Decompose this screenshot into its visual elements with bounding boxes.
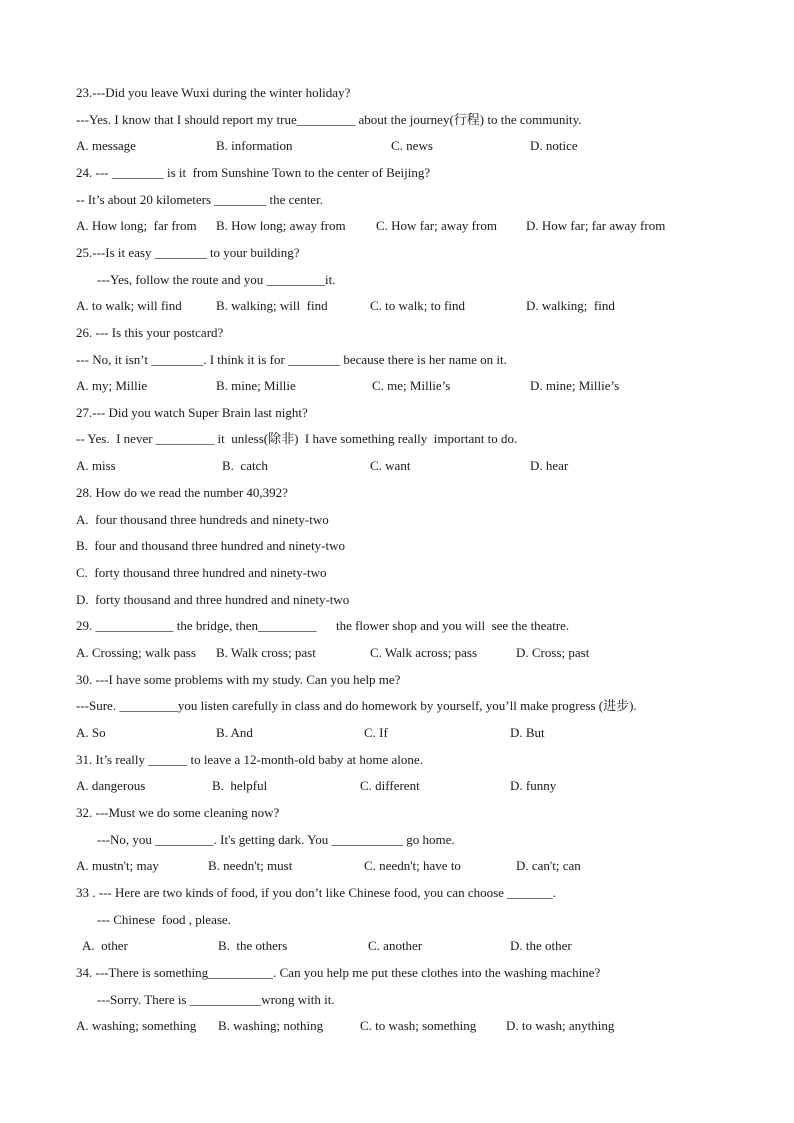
q30-line2: ---Sure. _________you listen carefully in class and do homework by yourself, you’ll make progress (进步). [76, 698, 637, 713]
q31-option-c: C. different [360, 778, 420, 793]
q26-line2: --- No, it isn’t ________. I think it is for ________ because there is her name on it. [76, 352, 507, 367]
q32-option-d: D. can't; can [516, 858, 581, 873]
q25-option-a: A. to walk; will find [76, 298, 182, 313]
q31-option-b: B. helpful [212, 778, 268, 793]
q30-option-d: D. But [510, 725, 545, 740]
q27-option-a: A. miss [76, 458, 116, 473]
q23-option-b: B. information [216, 138, 293, 153]
q27-option-d: D. hear [530, 458, 569, 473]
q31-option-a: A. dangerous [76, 778, 146, 793]
q27-option-c: C. want [370, 458, 411, 473]
q29-option-b: B. Walk cross; past [216, 645, 316, 660]
q28-option-c: C. forty thousand three hundred and ninety-two [76, 565, 327, 580]
q28-option-a: A. four thousand three hundreds and ninety-two [76, 512, 329, 527]
q24-line2: -- It’s about 20 kilometers ________ the center. [76, 192, 323, 207]
q24-option-d: D. How far; far away from [526, 218, 666, 233]
q23-option-c: C. news [391, 138, 433, 153]
q31-option-d: D. funny [510, 778, 557, 793]
q32-line2: ---No, you _________. It's getting dark. You ___________ go home. [97, 832, 455, 847]
q24-option-a: A. How long; far from [76, 218, 197, 233]
q27-line2: -- Yes. I never _________ it unless(除非) I have something really important to do. [76, 431, 518, 446]
q34-option-b: B. washing; nothing [218, 1018, 324, 1033]
q28-option-b: B. four and thousand three hundred and ninety-two [76, 538, 345, 553]
q23-option-d: D. notice [530, 138, 578, 153]
q33-option-b: B. the others [218, 938, 288, 953]
q26-option-c: C. me; Millie’s [372, 378, 451, 393]
q30-option-c: C. If [364, 725, 388, 740]
q26-option-b: B. mine; Millie [216, 378, 296, 393]
q25-option-c: C. to walk; to find [370, 298, 465, 313]
q32-option-a: A. mustn't; may [76, 858, 159, 873]
q27-stem: 27.--- Did you watch Super Brain last night? [76, 405, 308, 420]
q34-line2: ---Sorry. There is ___________wrong with it. [97, 992, 335, 1007]
q30-option-b: B. And [216, 725, 253, 740]
q25-option-d: D. walking; find [526, 298, 615, 313]
q34-stem: 34. ---There is something__________. Can you help me put these clothes into the washing machine? [76, 965, 601, 980]
q34-option-d: D. to wash; anything [506, 1018, 615, 1033]
q33-option-c: C. another [368, 938, 423, 953]
q33-option-d: D. the other [510, 938, 572, 953]
q29-option-c: C. Walk across; pass [370, 645, 478, 660]
q25-stem: 25.---Is it easy ________ to your building? [76, 245, 300, 260]
q29-option-d: D. Cross; past [516, 645, 590, 660]
q28-stem: 28. How do we read the number 40,392? [76, 485, 288, 500]
q27-option-b: B. catch [222, 458, 268, 473]
q23-option-a: A. message [76, 138, 136, 153]
q32-stem: 32. ---Must we do some cleaning now? [76, 805, 280, 820]
q23-line2: ---Yes. I know that I should report my true_________ about the journey(行程) to the community. [76, 112, 582, 127]
q30-stem: 30. ---I have some problems with my study. Can you help me? [76, 672, 401, 687]
q34-option-a: A. washing; something [76, 1018, 197, 1033]
q34-option-c: C. to wash; something [360, 1018, 477, 1033]
q24-option-b: B. How long; away from [216, 218, 346, 233]
q31-stem: 31. It’s really ______ to leave a 12-month-old baby at home alone. [76, 752, 423, 767]
q33-stem: 33 . --- Here are two kinds of food, if you don’t like Chinese food, you can choose _______. [76, 885, 556, 900]
q33-line2: --- Chinese food , please. [97, 912, 231, 927]
q29-stem: 29. ____________ the bridge, then_________ the flower shop and you will see the theatre. [76, 618, 570, 633]
q32-option-b: B. needn't; must [208, 858, 293, 873]
q30-option-a: A. So [76, 725, 106, 740]
q25-option-b: B. walking; will find [216, 298, 328, 313]
q23-stem: 23.---Did you leave Wuxi during the winter holiday? [76, 85, 351, 100]
q26-option-d: D. mine; Millie’s [530, 378, 620, 393]
q24-stem: 24. --- ________ is it from Sunshine Town to the center of Beijing? [76, 165, 431, 180]
q28-option-d: D. forty thousand and three hundred and ninety-two [76, 592, 350, 607]
q26-option-a: A. my; Millie [76, 378, 148, 393]
q26-stem: 26. --- Is this your postcard? [76, 325, 224, 340]
q33-option-a: A. other [82, 938, 128, 953]
q29-option-a: A. Crossing; walk pass [76, 645, 196, 660]
q25-line2: ---Yes, follow the route and you _________it. [97, 272, 336, 287]
q24-option-c: C. How far; away from [376, 218, 497, 233]
q32-option-c: C. needn't; have to [364, 858, 461, 873]
